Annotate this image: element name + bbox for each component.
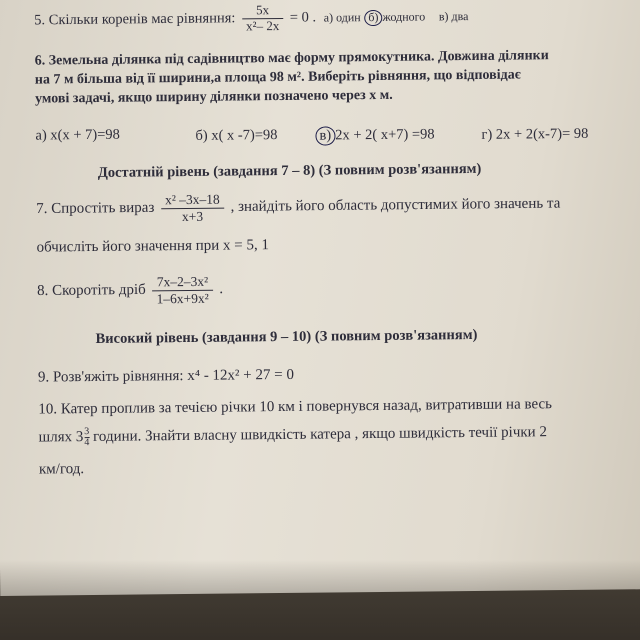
q6-line-2: на 7 м більша від її ширини,а площа 98 м². Виберіть рівняння, що відповідає <box>34 67 521 88</box>
q7-fraction <box>161 192 224 225</box>
q6-option-b: б) х( х -7)=98 <box>195 127 278 144</box>
q5-option-b-text: жодного <box>382 9 426 24</box>
q6-option-d: г) 2х + 2(х-7)= 98 <box>481 125 589 143</box>
q8-denominator: 1–6x+9x² <box>156 290 209 306</box>
q8-numerator: 7x–2–3x² <box>152 274 212 291</box>
q5-option-a: а) один <box>323 9 361 25</box>
q5-rhs: = 0 . <box>289 9 317 26</box>
q6-line-3: умові задачі, якщо ширину ділянки позначено через х м. <box>35 87 393 107</box>
q10-mixed-number <box>39 427 90 449</box>
q6-line-1: 6. Земельна ділянка під садівництво має форму прямокутника. Довжина ділянки <box>34 48 549 69</box>
q10-line-2 <box>39 422 548 448</box>
q10-line-2-end: години. Знайти власну швидкість катера , якщо швидкість течії річки 2 <box>92 424 547 445</box>
q7-denominator: x+3 <box>181 208 204 224</box>
bottom-shadow <box>0 560 640 640</box>
q5-numerator: 5x <box>242 3 283 19</box>
q6-option-c <box>315 125 434 145</box>
q10-mixed-numerator: 3 <box>84 426 90 438</box>
q10-mixed-denominator: 4 <box>84 437 90 449</box>
q7-rest: , знайдіть його область допустимих його значень та <box>230 195 561 215</box>
question-8 <box>37 274 223 308</box>
q5-option-b <box>364 9 425 24</box>
level-high-heading: Високий рівень (завдання 9 – 10) (З повним розв'язанням) <box>95 326 478 347</box>
q5-text: 5. Скільки коренів має рівняння: <box>34 10 236 29</box>
question-5 <box>34 1 469 36</box>
q5-option-b-circle: б) <box>364 10 382 26</box>
q10-line-1: 10. Катер проплив за течією річки 10 км і повернувся назад, витративши на весь <box>38 396 553 418</box>
level-sufficient-heading: Достатній рівень (завдання 7 – 8) (З повним розв'язанням) <box>97 160 482 181</box>
q8-fraction <box>152 274 213 307</box>
question-7 <box>36 188 560 226</box>
q10-mixed-fraction <box>84 427 89 448</box>
q6-option-a: а) х(х + 7)=98 <box>35 126 120 144</box>
q6-option-c-circle: в) <box>315 126 335 145</box>
q5-denominator: x²– 2x <box>246 17 280 34</box>
q7-line-2: обчисліть його значення при х = 5, 1 <box>36 237 270 256</box>
q10-line-2-start: шлях 3 <box>38 429 84 446</box>
q10-line-3: км/год. <box>38 461 85 478</box>
q5-fraction <box>242 3 283 34</box>
q7-numerator: x² –3x–18 <box>161 192 224 209</box>
q6-option-c-text: 2х + 2( х+7) =98 <box>335 126 435 144</box>
question-9: 9. Розв'яжіть рівняння: х⁴ - 12х² + 27 = 0 <box>37 366 295 386</box>
q7-text: 7. Спростіть вираз <box>36 199 155 218</box>
q8-text: 8. Скоротіть дріб <box>37 281 146 300</box>
q5-option-c: в) два <box>438 8 469 24</box>
q8-end: . <box>219 281 224 298</box>
